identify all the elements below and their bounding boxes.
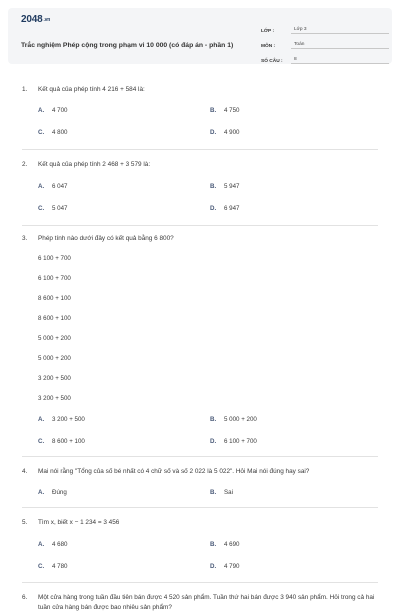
option-b[interactable]: B. 4 750 <box>210 106 240 114</box>
worksheet-meta <box>261 23 389 68</box>
option-a[interactable]: A. 6 047 <box>38 182 68 190</box>
question-text: Một cửa hàng trong tuần đầu tiên bán được 4 520 sản phẩm. Tuần thứ hai bán được 3 940 sản phẩm. Hỏi trong cả hai tuần cửa hàng bán được bao nhiêu sản phẩm? <box>38 594 375 611</box>
option-b[interactable]: B. 4 690 <box>210 540 240 548</box>
question-5 <box>22 508 378 583</box>
option-b[interactable]: B. 5 000 + 200 <box>210 415 257 423</box>
list-item: 8 600 + 100 <box>38 314 71 322</box>
question-text: Phép tính nào dưới đây có kết quả bằng 6 800? <box>38 235 174 242</box>
option-a[interactable]: A. 3 200 + 500 <box>38 415 85 423</box>
option-d[interactable]: D. 4 900 <box>210 128 240 136</box>
meta-value: Lớp 3 <box>291 23 389 34</box>
question-text: Tìm x, biết x − 1 234 = 3 456 <box>38 519 120 526</box>
meta-label: SỐ CÂU : <box>261 59 283 64</box>
option-a[interactable]: A. Đúng <box>38 488 67 496</box>
question-number: 4. <box>22 468 28 475</box>
list-item: 5 000 + 200 <box>38 354 71 362</box>
question-number: 5. <box>22 519 28 526</box>
list-item: 3 200 + 500 <box>38 394 71 402</box>
meta-count-row <box>261 53 389 64</box>
question-stem <box>22 467 378 477</box>
option-c[interactable]: C. 5 047 <box>38 204 68 212</box>
worksheet-title: Trắc nghiệm Phép cộng trong phạm vi 10 000 (có đáp án - phần 1) <box>21 42 234 49</box>
option-a[interactable]: A. 4 680 <box>38 540 68 548</box>
question-number: 6. <box>22 594 28 601</box>
question-4 <box>22 457 378 508</box>
question-list <box>8 64 392 613</box>
meta-subject-row <box>261 38 389 49</box>
question-2 <box>22 150 378 226</box>
option-c[interactable]: C. 4 780 <box>38 562 68 570</box>
list-item: 3 200 + 500 <box>38 374 71 382</box>
question-stem <box>22 234 378 244</box>
question-stem <box>22 593 378 613</box>
question-number: 3. <box>22 235 28 242</box>
question-text: Kết quả của phép tính 4 216 + 584 là: <box>38 86 145 93</box>
option-grid <box>22 99 378 143</box>
list-item: 6 100 + 700 <box>38 254 71 262</box>
option-c[interactable]: C. 8 600 + 100 <box>38 437 85 445</box>
list-item: 5 000 + 200 <box>38 334 71 342</box>
option-d[interactable]: D. 6 947 <box>210 204 240 212</box>
question-text: Kết quả của phép tính 2 468 + 3 579 là: <box>38 161 151 168</box>
meta-class-row <box>261 23 389 34</box>
option-grid <box>22 175 378 219</box>
question-1 <box>22 64 378 150</box>
question-stem <box>22 85 378 95</box>
meta-label: LỚP : <box>261 29 275 34</box>
meta-label: MÔN : <box>261 44 276 49</box>
option-b[interactable]: B. 5 947 <box>210 182 240 190</box>
option-b[interactable]: B. Sai <box>210 488 233 496</box>
option-a[interactable]: A. 4 700 <box>38 106 68 114</box>
worksheet-header <box>8 8 392 64</box>
meta-value: 8 <box>291 53 389 64</box>
question-6 <box>22 583 378 613</box>
option-grid <box>22 533 378 577</box>
question-number: 2. <box>22 161 28 168</box>
question-stem <box>22 518 378 528</box>
option-c[interactable]: C. 4 800 <box>38 128 68 136</box>
expression-list <box>22 248 378 408</box>
list-item: 6 100 + 700 <box>38 274 71 282</box>
option-grid <box>22 481 378 503</box>
option-d[interactable]: D. 4 790 <box>210 562 240 570</box>
meta-value: Toán <box>291 38 389 49</box>
list-item: 8 600 + 100 <box>38 294 71 302</box>
option-grid <box>22 408 378 452</box>
option-d[interactable]: D. 6 100 + 700 <box>210 437 257 445</box>
question-text: Mai nói rằng "Tổng của số bé nhất có 4 chữ số và số 2 022 là 5 022". Hỏi Mai nói đúng hay sai? <box>38 468 310 475</box>
question-number: 1. <box>22 86 28 93</box>
question-3 <box>22 226 378 457</box>
question-stem <box>22 160 378 170</box>
site-logo[interactable]: 2048.vn <box>21 14 51 25</box>
